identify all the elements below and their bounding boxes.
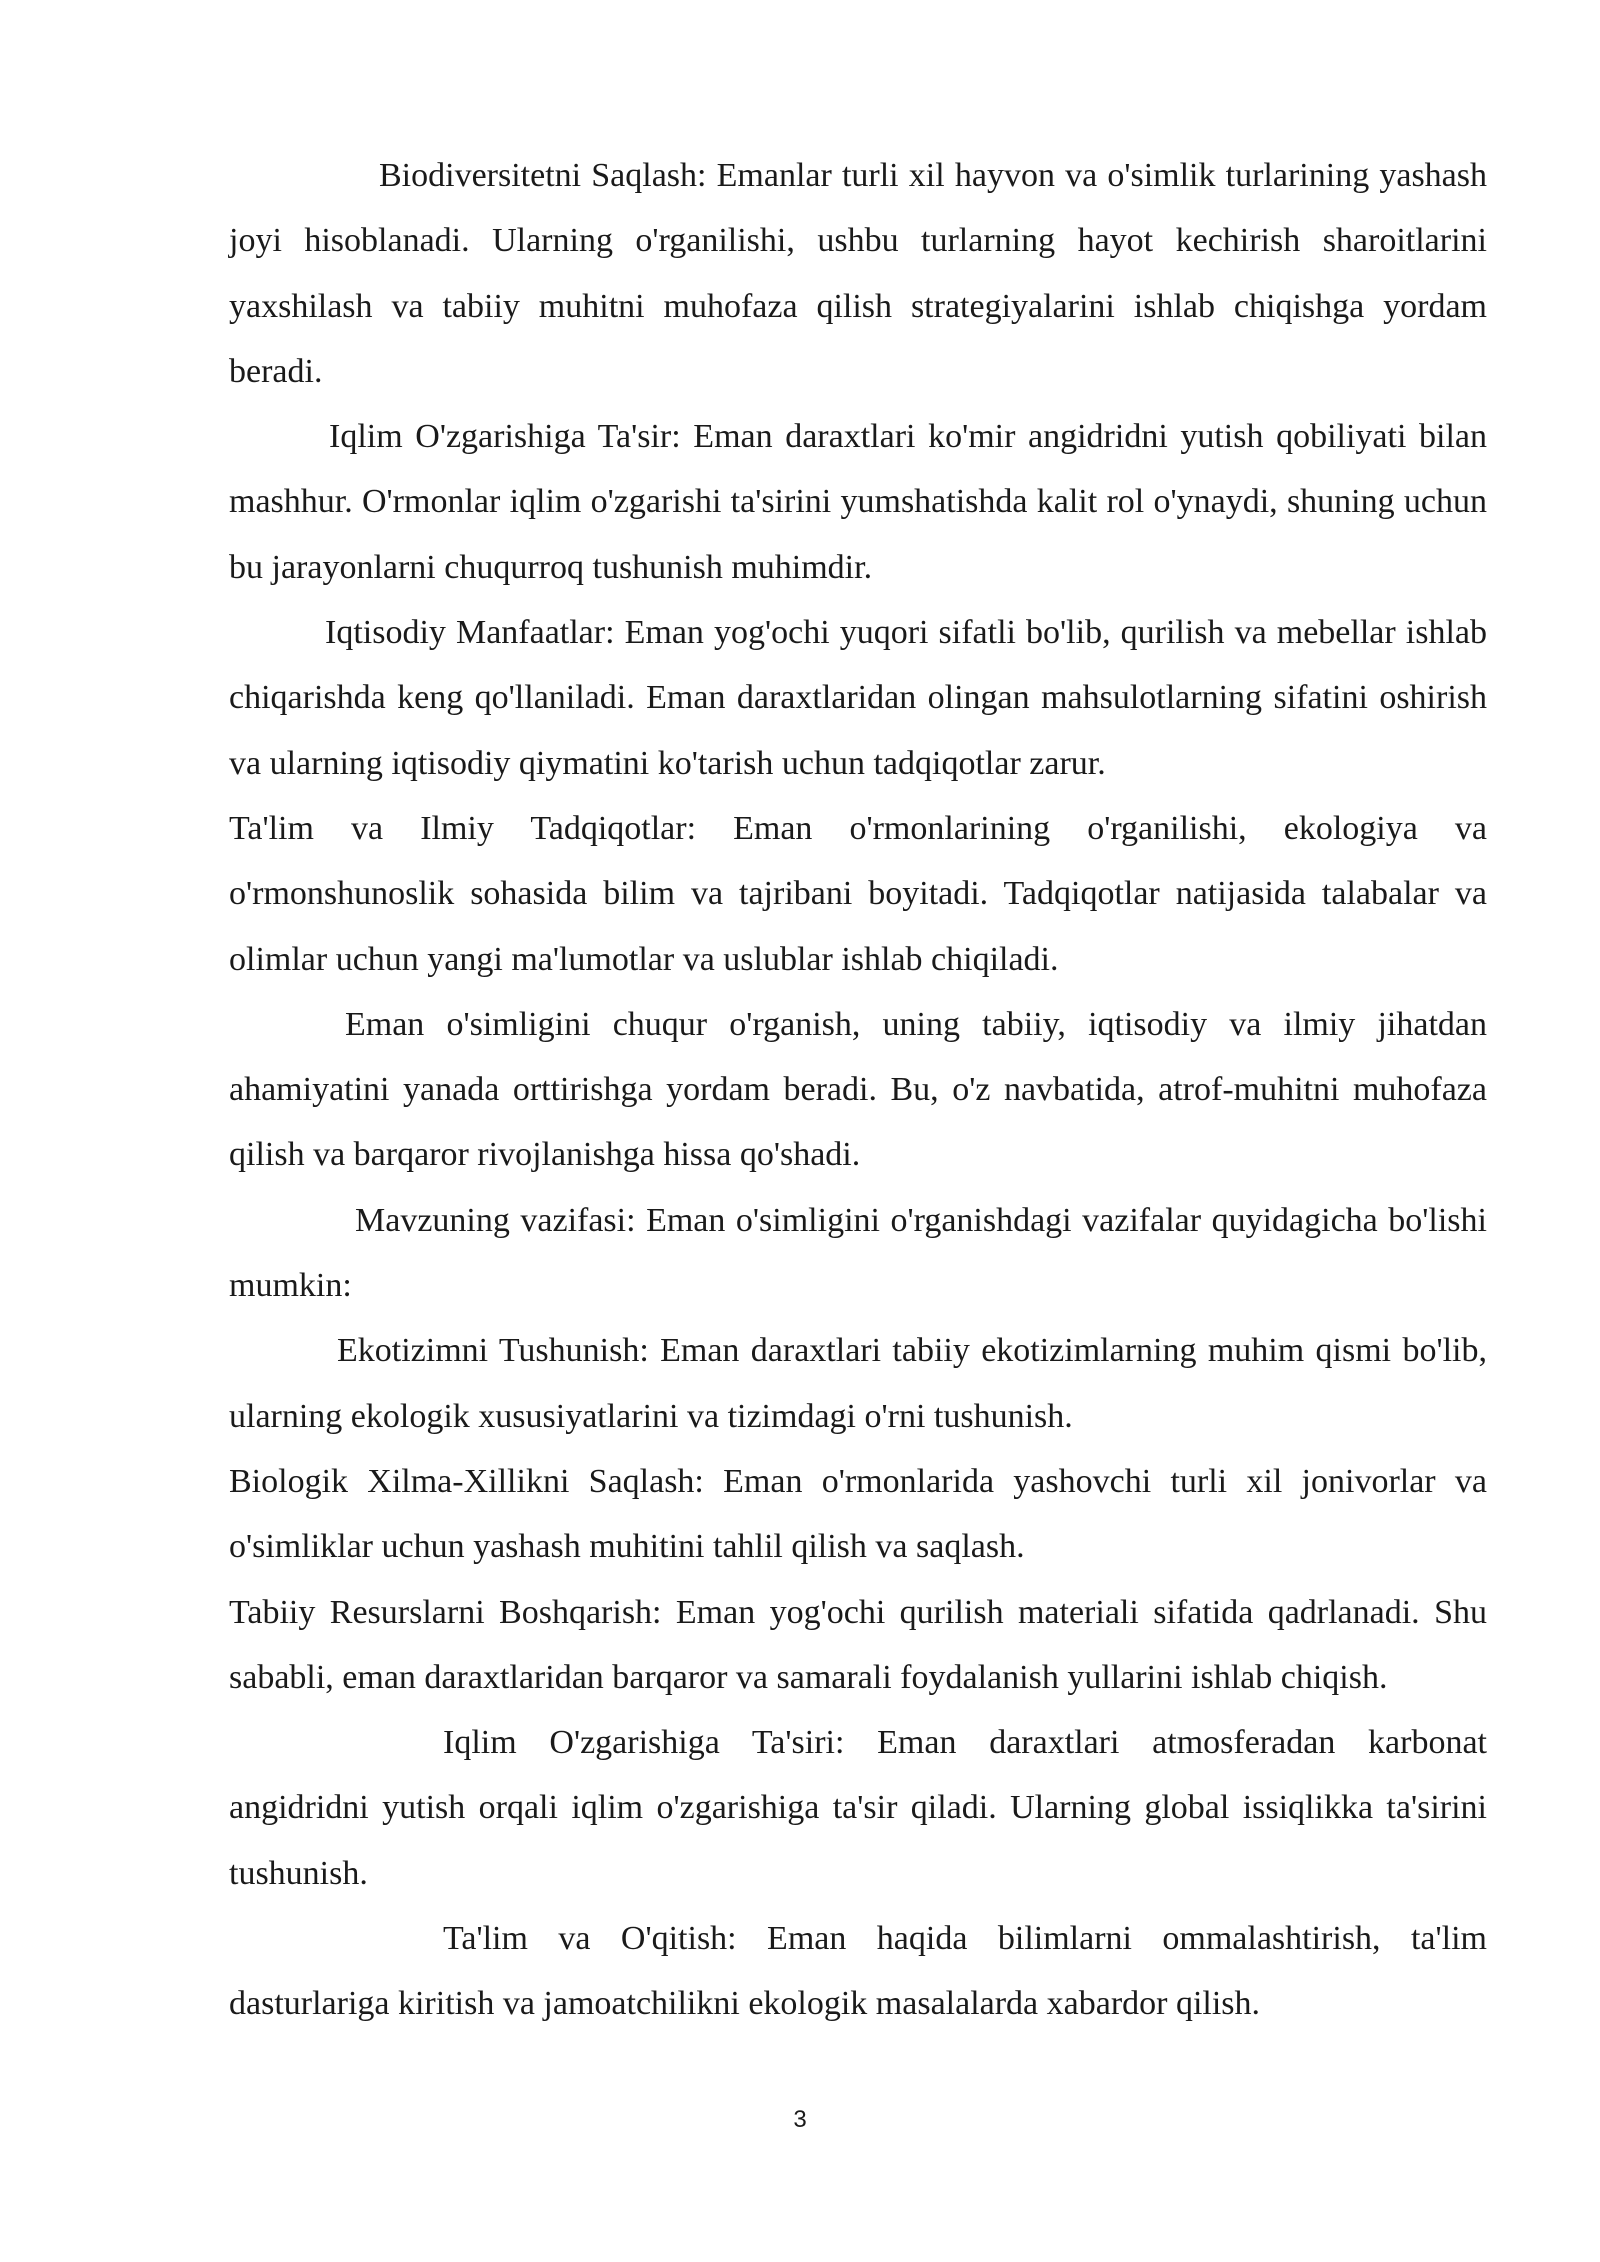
- paragraph-education-teaching: Ta'lim va O'qitish: Eman haqida bilimlarni ommalashtirish, ta'lim dasturlariga kiritish va jamoatchilikni ekologik masalalarda xabardor qilish.: [229, 1920, 1487, 2023]
- paragraph-climate-influence: Iqlim O'zgarishiga Ta'siri: Eman daraxtlari atmosferadan karbonat angidridni yutish orqali iqlim o'zgarishiga ta'sir qiladi. Ularning global issiqlikka ta'sirini tushunish.: [229, 1724, 1487, 1892]
- body-text: [229, 143, 1487, 2037]
- paragraph-natural-resources: Tabiiy Resurslarni Boshqarish: Eman yog'ochi qurilish materiali sifatida qadrlanadi. Shu sababli, eman daraxtlaridan barqaror va samarali foydalanish yullarini ishlab chiqish.: [229, 1593, 1487, 1696]
- paragraph-economic-benefits: Iqtisodiy Manfaatlar: Eman yog'ochi yuqori sifatli bo'lib, qurilish va mebellar ishlab chiqarishda keng qo'llaniladi. Eman daraxtlaridan olingan mahsulotlarning sifatini oshirish va ularning iqtisodiy qiymatini ko'tarish uchun tadqiqotlar zarur.: [229, 614, 1487, 782]
- paragraph-biological-diversity: Biologik Xilma-Xillikni Saqlash: Eman o'rmonlarida yashovchi turli xil jonivorlar va o'simliklar uchun yashash muhitini tahlil qilish va saqlash.: [229, 1462, 1487, 1566]
- page-number: 3: [793, 2106, 807, 2133]
- paragraph-education-research: Ta'lim va Ilmiy Tadqiqotlar: Eman o'rmonlarining o'rganilishi, ekologiya va o'rmonshunoslik sohasida bilim va tajribani boyitadi. Tadqiqotlar natijasida talabalar va olimlar uchun yangi ma'lumotlar va uslublar ishlab chiqiladi.: [229, 809, 1487, 978]
- paragraph-topic-tasks: Mavzuning vazifasi: Eman o'simligini o'rganishdagi vazifalar quyidagicha bo'lishi mumkin:: [229, 1201, 1487, 1305]
- paragraph-ecosystem: Ekotizimni Tushunish: Eman daraxtlari tabiiy ekotizimlarning muhim qismi bo'lib, ularning ekologik xususiyatlarini va tizimdagi o'rni tushunish.: [229, 1332, 1487, 1435]
- paragraph-climate-impact: Iqlim O'zgarishiga Ta'sir: Eman daraxtlari ko'mir angidridni yutish qobiliyati bilan mashhur. O'rmonlar iqlim o'zgarishi ta'sirini yumshatishda kalit rol o'ynaydi, shuning uchun bu jarayonlarni chuqurroq tushunish muhimdir.: [229, 418, 1487, 586]
- paragraph-biodiversity: Biodiversitetni Saqlash: Emanlar turli xil hayvon va o'simlik turlarining yashash joyi hisoblanadi. Ularning o'rganilishi, ushbu turlarning hayot kechirish sharoitlarini yaxshilash va tabiiy muhitni muhofaza qilish strategiyalarini ishlab chiqishga yordam beradi.: [229, 157, 1487, 390]
- paragraph-deep-study: Eman o'simligini chuqur o'rganish, uning tabiiy, iqtisodiy va ilmiy jihatdan ahamiyatini yanada orttirishga yordam beradi. Bu, o'z navbatida, atrof-muhitni muhofaza qilish va barqaror rivojlanishga hissa qo'shadi.: [229, 1005, 1487, 1174]
